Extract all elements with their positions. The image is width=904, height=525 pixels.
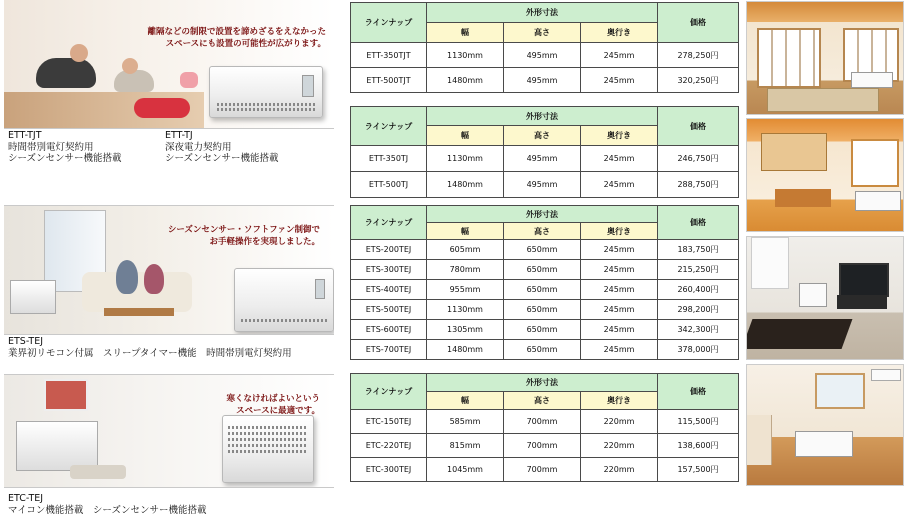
feature-line: 深夜電力契約用 [165, 141, 232, 153]
heater-etc-image [222, 415, 314, 483]
depth-cell: 245mm [581, 300, 658, 320]
caption-ets-tej [8, 336, 292, 359]
heater-in-room [799, 283, 827, 307]
depth-header: 奥行き [581, 223, 658, 240]
table-illustration [104, 308, 174, 316]
cushion-illustration [134, 98, 190, 118]
person-illustration [116, 260, 138, 294]
model-cell: ETC-300TEJ [351, 458, 427, 482]
height-cell: 650mm [504, 260, 581, 280]
height-header: 高さ [504, 392, 581, 410]
table-row [351, 43, 739, 68]
model-name: ETT-TJT [8, 130, 42, 141]
price-cell: 320,250円 [658, 68, 739, 93]
tv-stand [837, 295, 887, 309]
rug [767, 88, 879, 112]
height-cell: 700mm [504, 434, 581, 458]
feature-line: シーズンセンサー機能搭載 [8, 153, 122, 164]
height-header: 高さ [504, 23, 581, 43]
table-row [351, 458, 739, 482]
model-cell: ETC-150TEJ [351, 410, 427, 434]
model-cell: ETT-350TJT [351, 43, 427, 68]
table-row [351, 410, 739, 434]
model-cell: ETS-200TEJ [351, 240, 427, 260]
heater-in-room [855, 191, 901, 211]
height-cell: 700mm [504, 458, 581, 482]
dining-table [775, 189, 831, 207]
height-cell: 495mm [504, 146, 581, 172]
person-head-illustration [70, 44, 88, 62]
coffee-table [746, 319, 852, 349]
model-cell: ETS-600TEJ [351, 320, 427, 340]
height-cell: 650mm [504, 280, 581, 300]
model-cell: ETT-350TJ [351, 146, 427, 172]
price-cell: 157,500円 [658, 458, 739, 482]
price-header: 価格 [658, 206, 739, 240]
person-head-illustration [122, 58, 138, 74]
depth-cell: 245mm [581, 240, 658, 260]
width-cell: 1480mm [427, 172, 504, 198]
model-name: ETC-TEJ [8, 493, 44, 504]
table-row [351, 434, 739, 458]
height-cell: 495mm [504, 68, 581, 93]
table-row [351, 68, 739, 93]
spec-table-ett-tj [350, 106, 739, 198]
model-cell: ETS-500TEJ [351, 300, 427, 320]
price-cell: 183,750円 [658, 240, 739, 260]
model-cell: ETS-400TEJ [351, 280, 427, 300]
dimensions-header: 外形寸法 [427, 107, 658, 126]
spec-table-etc-tej [350, 373, 739, 482]
table-row [351, 240, 739, 260]
depth-cell: 220mm [581, 458, 658, 482]
banner-etc [4, 374, 334, 488]
feature-line: マイコン機能搭載 シーズンセンサー機能搭載 [8, 504, 207, 516]
room-photo-living [746, 236, 904, 360]
wall-ac [871, 369, 901, 381]
banner-ets-tagline: シーズンセンサー・ソフトファン制御で お手軽操作を実現しました。 [167, 225, 320, 247]
price-cell: 246,750円 [658, 146, 739, 172]
height-header: 高さ [504, 126, 581, 146]
window [815, 373, 865, 409]
feature-line: シーズンセンサー機能搭載 [165, 153, 279, 164]
depth-header: 奥行き [581, 126, 658, 146]
dimensions-header: 外形寸法 [427, 374, 658, 392]
room-photo-kitchen [746, 118, 904, 232]
spec-table-ets-tej [350, 205, 739, 360]
width-cell: 780mm [427, 260, 504, 280]
feature-line: 業界初リモコン付属 スリープタイマー機能 時間帯別電灯契約用 [8, 347, 292, 359]
table-row [351, 280, 739, 300]
caption-ett-tjt [8, 130, 122, 165]
dimensions-header: 外形寸法 [427, 3, 658, 23]
price-cell: 342,300円 [658, 320, 739, 340]
table-row [351, 340, 739, 360]
model-cell: ETS-700TEJ [351, 340, 427, 360]
room-photo-japanese [746, 1, 904, 115]
depth-cell: 220mm [581, 434, 658, 458]
width-cell: 1305mm [427, 320, 504, 340]
table-row [351, 320, 739, 340]
depth-cell: 245mm [581, 43, 658, 68]
price-cell: 138,600円 [658, 434, 739, 458]
depth-header: 奥行き [581, 392, 658, 410]
depth-cell: 245mm [581, 340, 658, 360]
price-cell: 260,400円 [658, 280, 739, 300]
lineup-header: ラインナップ [351, 107, 427, 146]
width-cell: 1480mm [427, 68, 504, 93]
price-header: 価格 [658, 107, 739, 146]
banner-etc-tagline: 寒くなければよいという スペースに最適です。 [226, 394, 320, 416]
width-cell: 1130mm [427, 146, 504, 172]
cabinet [761, 133, 827, 171]
heater-in-room [795, 431, 853, 457]
depth-cell: 245mm [581, 260, 658, 280]
width-cell: 815mm [427, 434, 504, 458]
heater-small-image [16, 421, 98, 471]
price-cell: 288,750円 [658, 172, 739, 198]
depth-cell: 220mm [581, 410, 658, 434]
width-cell: 1045mm [427, 458, 504, 482]
height-cell: 650mm [504, 320, 581, 340]
width-cell: 585mm [427, 410, 504, 434]
height-cell: 495mm [504, 43, 581, 68]
cushion-illustration [180, 72, 198, 88]
heater-in-room [851, 72, 893, 88]
model-cell: ETC-220TEJ [351, 434, 427, 458]
height-cell: 650mm [504, 340, 581, 360]
price-cell: 298,200円 [658, 300, 739, 320]
width-cell: 1480mm [427, 340, 504, 360]
room-photo-wood [746, 364, 904, 486]
depth-header: 奥行き [581, 23, 658, 43]
width-cell: 1130mm [427, 43, 504, 68]
width-header: 幅 [427, 223, 504, 240]
table-row [351, 300, 739, 320]
banner-ets [4, 205, 334, 335]
depth-cell: 245mm [581, 146, 658, 172]
spec-table-ett-tjt [350, 2, 739, 93]
model-cell: ETT-500TJT [351, 68, 427, 93]
price-cell: 278,250円 [658, 43, 739, 68]
heater-small-image [10, 280, 56, 314]
width-header: 幅 [427, 126, 504, 146]
tv [839, 263, 889, 297]
width-header: 幅 [427, 392, 504, 410]
lineup-header: ラインナップ [351, 374, 427, 410]
lineup-header: ラインナップ [351, 3, 427, 43]
width-cell: 1130mm [427, 300, 504, 320]
height-cell: 650mm [504, 300, 581, 320]
height-cell: 495mm [504, 172, 581, 198]
model-name: ETS-TEJ [8, 336, 43, 347]
caption-ett-tj [165, 130, 279, 165]
counter [747, 415, 772, 465]
banner-ett [4, 0, 334, 129]
person-illustration [114, 70, 154, 92]
feature-line: 時間帯別電灯契約用 [8, 141, 94, 153]
table-row [351, 146, 739, 172]
price-header: 価格 [658, 374, 739, 410]
model-cell: ETS-300TEJ [351, 260, 427, 280]
banner-ett-tagline: 離隔などの制限で設置を諦めざるをえなかった スペースにも設置の可能性が広がります。 [147, 27, 326, 49]
price-header: 価格 [658, 3, 739, 43]
depth-cell: 245mm [581, 68, 658, 93]
height-cell: 650mm [504, 240, 581, 260]
caption-etc-tej [8, 493, 206, 516]
table-row [351, 260, 739, 280]
width-header: 幅 [427, 23, 504, 43]
width-cell: 605mm [427, 240, 504, 260]
price-cell: 215,250円 [658, 260, 739, 280]
price-cell: 115,500円 [658, 410, 739, 434]
model-cell: ETT-500TJ [351, 172, 427, 198]
depth-cell: 245mm [581, 280, 658, 300]
height-header: 高さ [504, 223, 581, 240]
window [751, 237, 789, 289]
heater-ett-image [209, 66, 323, 118]
depth-cell: 245mm [581, 320, 658, 340]
price-cell: 378,000円 [658, 340, 739, 360]
dimensions-header: 外形寸法 [427, 206, 658, 223]
table-illustration [70, 465, 126, 479]
table-row [351, 172, 739, 198]
depth-cell: 245mm [581, 172, 658, 198]
shoji-window [757, 28, 821, 88]
lineup-header: ラインナップ [351, 206, 427, 240]
window [851, 139, 899, 187]
heater-ets-image [234, 268, 334, 332]
width-cell: 955mm [427, 280, 504, 300]
height-cell: 700mm [504, 410, 581, 434]
person-illustration [36, 58, 96, 88]
model-name: ETT-TJ [165, 130, 193, 141]
wall-picture-illustration [44, 379, 88, 411]
person-illustration [144, 264, 164, 294]
